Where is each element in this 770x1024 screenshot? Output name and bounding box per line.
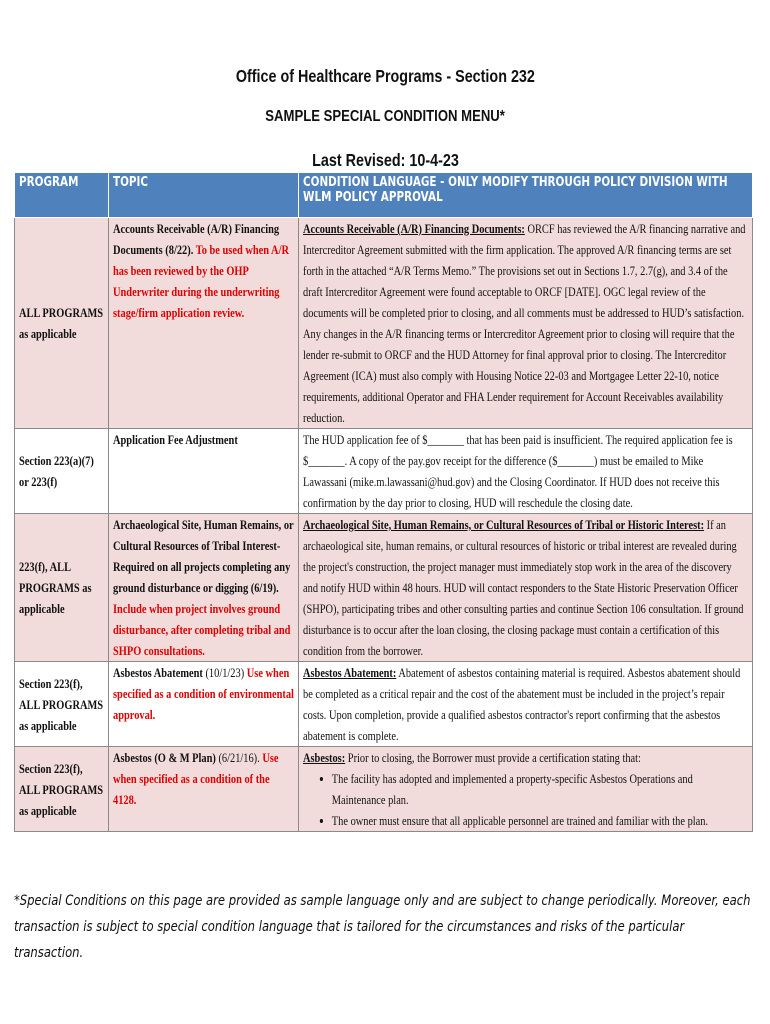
page-title: Office of Healthcare Programs - Section 232 <box>235 66 535 86</box>
condition-language-cell: Accounts Receivable (A/R) Financing Documents: ORCF has reviewed the A/R financing narrative and Intercreditor Agreement submitted with the firm application. The approved A/R financing terms are set forth in the attached “A/R Terms Memo.” The provisions set out in Sections 1.7, 2.7(g), and 3.4 of the draft Intercreditor Agreement were found acceptable to ORCF [DATE]. OGC legal review of the documents will be completed prior to closing, and all comments must be addressed to HUD’s satisfaction. Any changes in the A/R financing terms or Intercreditor Agreement prior to closing will require that the lender re-submit to ORCF and the HUD Attorney for final approval prior to closing. The Intercreditor Agreement (ICA) must also comply with Housing Notice 22-03 and Mortgagee Letter 22-10, notice requirements, additional Operator and FHA Lender requirement for Account Receivables availability reduction. <box>299 218 753 429</box>
program-cell: Section 223(a)(7) or 223(f) <box>15 429 109 514</box>
program-cell: Section 223(f), ALL PROGRAMS as applicable <box>15 662 109 747</box>
condition-language-cell: Asbestos: Prior to closing, the Borrower must provide a certification stating that: • The facility has adopted and implemented a property-specific Asbestos Operations and Maintenance plan. • The owner must ensure that all applicable personnel are trained and familiar with the plan. <box>299 747 753 832</box>
topic-cell: Asbestos Abatement (10/1/23) Use when specified as a condition of environmental approval. <box>109 662 299 747</box>
condition-language-cell: Asbestos Abatement: Abatement of asbestos containing material is required. Asbestos abatement should be completed as a critical repair and the cost of the abatement must be included in the project’s repair costs. Upon completion, provide a qualified asbestos contractor's report confirming that the asbestos abatement is complete. <box>299 662 753 747</box>
condition-language-cell: Archaeological Site, Human Remains, or Cultural Resources of Tribal or Historic Interest: If an archaeological site, human remains, or cultural resources of historic or tribal interest are revealed during the project's construction, the project manager must immediately stop work in the area of the discovery and notify HUD within 48 hours. HUD will contact responders to the State Historic Preservation Officer (SHPO), participating tribes and other consulting parties and continue Section 106 consultation. If ground disturbance is to occur after the loan closing, the closing package must contain a certification of this condition from the borrower. <box>299 514 753 662</box>
table-row <box>15 218 753 429</box>
list-item: • The owner must ensure that all applicable personnel are trained and familiar with the plan. <box>332 810 748 831</box>
condition-language-cell: The HUD application fee of $_______ that has been paid is insufficient. The required application fee is $_______. A copy of the pay.gov receipt for the difference ($_______) must be emailed to Mike Lawassani (mike.m.lawassani@hud.gov) and the Closing Coordinator. If HUD does not receive this confirmation by the day prior to closing, HUD will reschedule the closing date. <box>299 429 753 514</box>
table-row <box>15 514 753 662</box>
table-row <box>15 429 753 514</box>
table-row <box>15 662 753 747</box>
footnote: *Special Conditions on this page are provided as sample language only and are subject to change periodically. Moreover, each transaction is subject to special condition language that is tailored for the circumstances and risks of the particular transaction. <box>14 893 751 961</box>
topic-cell: Asbestos (O & M Plan) (6/21/16). Use when specified as a condition of the 4128. <box>109 747 299 832</box>
program-cell: Section 223(f), ALL PROGRAMS as applicable <box>15 747 109 832</box>
table-header-row <box>15 173 753 218</box>
program-cell: ALL PROGRAMS as applicable <box>15 218 109 429</box>
list-item: • The facility has adopted and implemented a property-specific Asbestos Operations and Maintenance plan. <box>332 768 748 810</box>
column-header-program: PROGRAM <box>15 173 109 218</box>
column-header-condition-language: CONDITION LANGUAGE - ONLY MODIFY THROUGH POLICY DIVISION WITH WLM POLICY APPROVAL <box>299 173 753 218</box>
topic-cell: Accounts Receivable (A/R) Financing Documents (8/22). To be used when A/R has been reviewed by the OHP Underwriter during the underwriting stage/firm application review. <box>109 218 299 429</box>
last-revised: Last Revised: 10-4-23 <box>311 150 459 170</box>
topic-cell: Archaeological Site, Human Remains, or Cultural Resources of Tribal Interest-Required on all projects completing any ground disturbance or digging (6/19). Include when project involves ground disturbance, after completing tribal and SHPO consultations. <box>109 514 299 662</box>
program-cell: 223(f), ALL PROGRAMS as applicable <box>15 514 109 662</box>
page-subtitle: SAMPLE SPECIAL CONDITION MENU* <box>265 108 505 125</box>
column-header-topic: TOPIC <box>109 173 299 218</box>
topic-cell: Application Fee Adjustment <box>109 429 299 514</box>
table-row <box>15 747 753 832</box>
condition-bullet-list <box>303 768 748 831</box>
special-conditions-table <box>14 172 753 832</box>
